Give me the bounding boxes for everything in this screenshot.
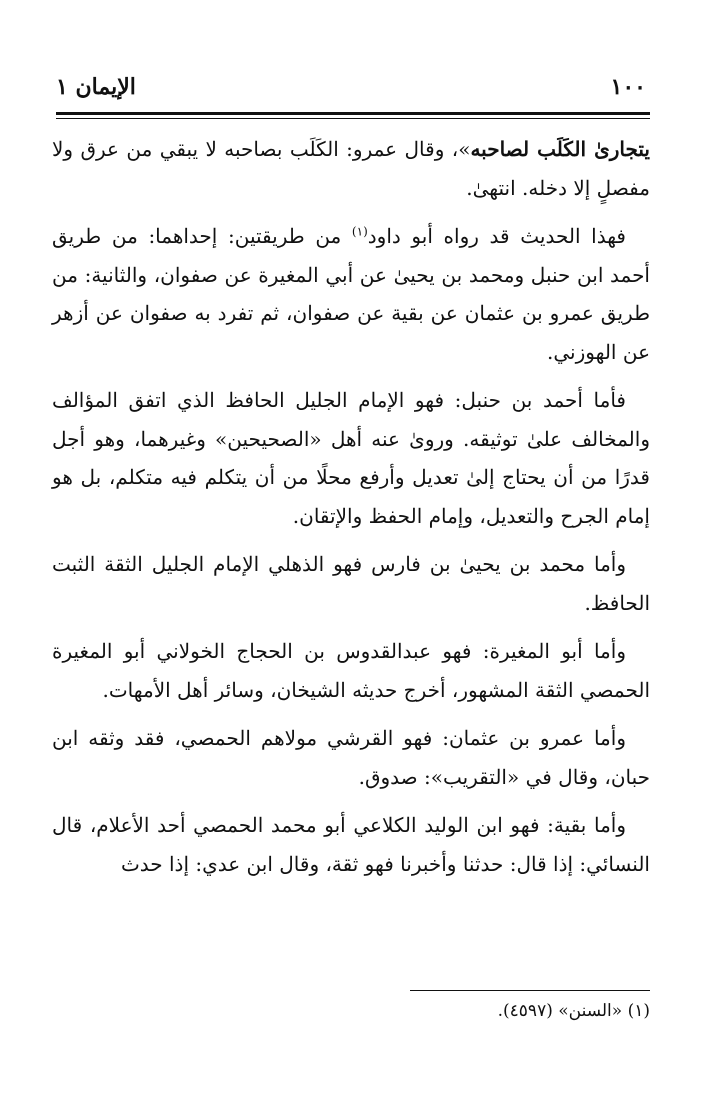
paragraph-6 [52,719,650,796]
paragraph-text: وأما عمرو بن عثمان: فهو القرشي مولاهم الحمصي، فقد وثقه ابن حبان، وقال في «التقريب»: صدوق. [52,726,650,789]
paragraph-text: وأما بقية: فهو ابن الوليد الكلاعي أبو محمد الحمصي أحد الأعلام، قال النسائي: إذا قال: حدثنا وأخبرنا فهو ثقة، وقال ابن عدي: إذا حدث [52,813,650,876]
paragraph-4 [52,545,650,622]
paragraph-text: فهذا الحديث قد رواه أبو داود [367,224,626,248]
footnote-rule [410,990,650,991]
paragraph-7 [52,806,650,883]
paragraph-text: فأما أحمد بن حنبل: فهو الإمام الجليل الحافظ الذي اتفق المؤالف والمخالف علىٰ توثيقه. وروىٰ عنه أهل «الصحيحين» وغيرهما، وهو أجل قدرًا من أن يحتاج إلىٰ تعديل وأرفع محلًا من أن يتكلم فيه متكلم، بل هو إمام الجرح والتعديل، وإمام الحفظ والإتقان. [52,388,650,528]
paragraph-3 [52,381,650,535]
footnote-marker: (١) [351,224,368,239]
paragraph-text: من طريقتين: إحداهما: من طريق أحمد ابن حنبل ومحمد بن يحيىٰ عن أبي المغيرة عن صفوان، والثانية: من طريق عمرو بن عثمان عن بقية عن صفوان، ثم تفرد به صفوان عن أزهر عن الهوزني. [52,224,650,364]
paragraph-text: وأما أبو المغيرة: فهو عبدالقدوس بن الحجاج الخولاني أبو المغيرة الحمصي الثقة المشهور، أخرج حديثه الشيخان، وسائر أهل الأمهات. [52,639,650,702]
paragraph-2 [52,217,650,371]
main-text [52,130,650,893]
page-header [56,74,646,102]
paragraph-1 [52,130,650,207]
paragraph-5 [52,632,650,709]
paragraph-text: »، وقال عمرو: الكَلَب بصاحبه لا يبقي من عرق ولا مفصلٍ إلا دخله. انتهىٰ. [52,137,650,200]
paragraph-text: وأما محمد بن يحيىٰ بن فارس فهو الذهلي الإمام الجليل الثقة الثبت الحافظ. [52,552,650,615]
header-rule [56,112,650,119]
page-number: ١٠٠ [610,74,646,100]
running-title: الإيمان ١ [56,74,136,100]
bold-lead-text: يتجارىٰ الكَلَب لصاحبه [470,137,650,161]
footnote-1: (١) «السنن» (٤٥٩٧). [497,1001,650,1021]
